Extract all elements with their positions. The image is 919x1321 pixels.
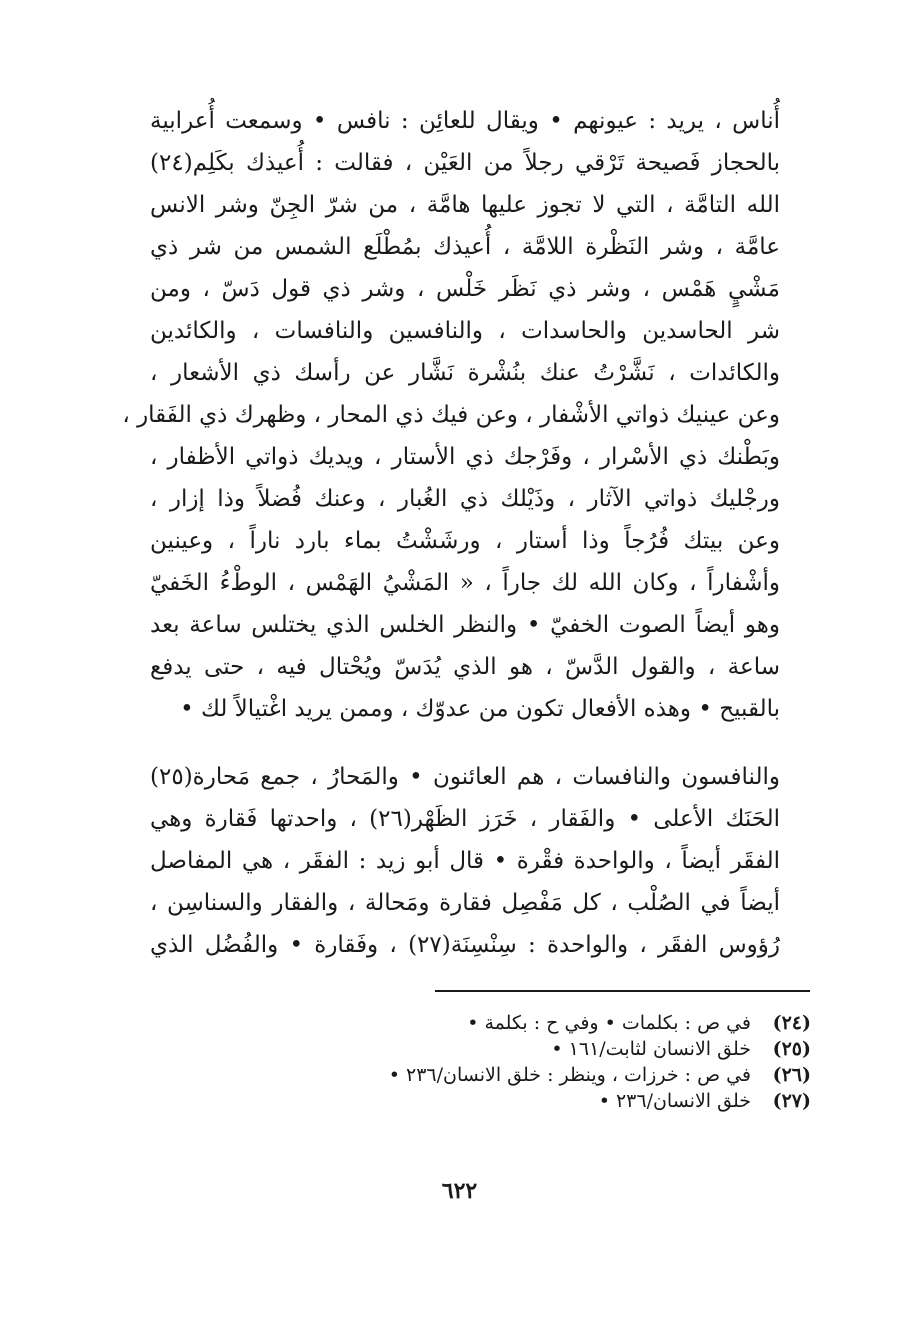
- footnotes: [251, 1010, 811, 1114]
- text-line: الفقَر أيضاً ، والواحدة فقْرة • قال أبو زيد : الفقَر ، هي المفاصل: [150, 848, 780, 874]
- footnote-text: في ص : خرزات ، وينظر : خلق الانسان/٢٣٦ •: [388, 1064, 751, 1086]
- text-line: والنافسون والنافسات ، هم العائنون • والمَحارُ ، جمع مَحارة(٢٥): [150, 764, 780, 790]
- text-line: مَشْيٍ هَمْس ، وشر ذي نَظَر خَلْس ، وشر ذي قول دَسّ ، ومن: [150, 276, 780, 302]
- text-line: وعن عينيك ذواتي الأشْفار ، وعن فيك ذي المحار ، وظهرك ذي الفَقار ،: [122, 402, 780, 428]
- footnote: [251, 1036, 811, 1062]
- footnote: [251, 1010, 811, 1036]
- text-line: والكائدات ، نَشَّرْتُ عنك بنُشْرة نَشَّار عن رأسك ذي الأشعار ،: [150, 360, 780, 386]
- footnote-number: (٢٦): [772, 1064, 811, 1086]
- footnote-divider: [435, 990, 810, 992]
- footnote-text: خلق الانسان/٢٣٦ •: [598, 1090, 751, 1112]
- text-line: ورجْليك ذواتي الآثار ، وذَيْلك ذي الغُبار ، وعنك فُضلاً وذا إزار ،: [150, 486, 780, 512]
- text-line: بالقبيح • وهذه الأفعال تكون من عدوّك ، وممن يريد اغْتيالاً لك •: [180, 696, 780, 722]
- text-line: أُناس ، يريد : عيونهم • ويقال للعائِن : نافس • وسمعت أُعرابية: [150, 108, 780, 134]
- text-line: وأشْفاراً ، وكان الله لك جاراً ، « المَشْيُ الهَمْس ، الوطْءُ الخَفيّ: [150, 570, 780, 596]
- text-line: رُؤوس الفقَر ، والواحدة : سِنْسِنَة(٢٧) ، وفَقارة • والفُضُل الذي: [150, 932, 780, 958]
- text-line: عامَّة ، وشر النَظْرة اللامَّة ، أُعيذك بمُطْلَع الشمس من شر ذي: [150, 234, 780, 260]
- text-line: بالحجاز فَصيحة تَرْقي رجلاً من العَيْن ، فقالت : أُعيذك بكَلِم(٢٤): [150, 150, 780, 176]
- footnote-number: (٢٥): [772, 1038, 811, 1060]
- footnote-text: خلق الانسان لثابت/١٦١ •: [551, 1038, 751, 1060]
- text-line: الحَنَك الأعلى • والفَقار ، خَرَز الظَهْر(٢٦) ، واحدتها فَقارة وهي: [150, 806, 781, 832]
- text-line: شر الحاسدين والحاسدات ، والنافسين والنافسات ، والكائدين: [150, 318, 780, 344]
- main-text: [122, 100, 781, 966]
- text-line: أيضاً في الصُلْب ، كل مَفْصِل فقارة ومَحالة ، والفقار والسناسِن ،: [150, 890, 780, 916]
- footnote-number: (٢٧): [772, 1090, 811, 1112]
- footnote: [251, 1088, 811, 1114]
- page-number: ٦٢٢: [441, 1178, 478, 1204]
- footnote-number: (٢٤): [772, 1012, 811, 1034]
- footnote-text: في ص : بكلمات • وفي ح : بكلمة •: [467, 1012, 751, 1034]
- text-line: وعن بيتك فُرُجاً وذا أستار ، ورشَشْتُ بماء بارد ناراً ، وعينين: [150, 528, 780, 554]
- footnote: [251, 1062, 811, 1088]
- text-line: وبَطْنك ذي الأسْرار ، وفَرْجك ذي الأستار ، ويديك ذواتي الأظفار ،: [150, 444, 780, 470]
- text-line: وهو أيضاً الصوت الخفيّ • والنظر الخلس الذي يختلس ساعة بعد: [150, 612, 780, 638]
- paragraph-gap: [150, 730, 780, 756]
- text-line: ساعة ، والقول الدَّسّ ، هو الذي يُدَسّ ويُحْتال فيه ، حتى يدفع: [150, 654, 780, 680]
- text-line: الله التامَّة ، التي لا تجوز عليها هامَّة ، من شرّ الجِنّ وشر الانس: [150, 192, 780, 218]
